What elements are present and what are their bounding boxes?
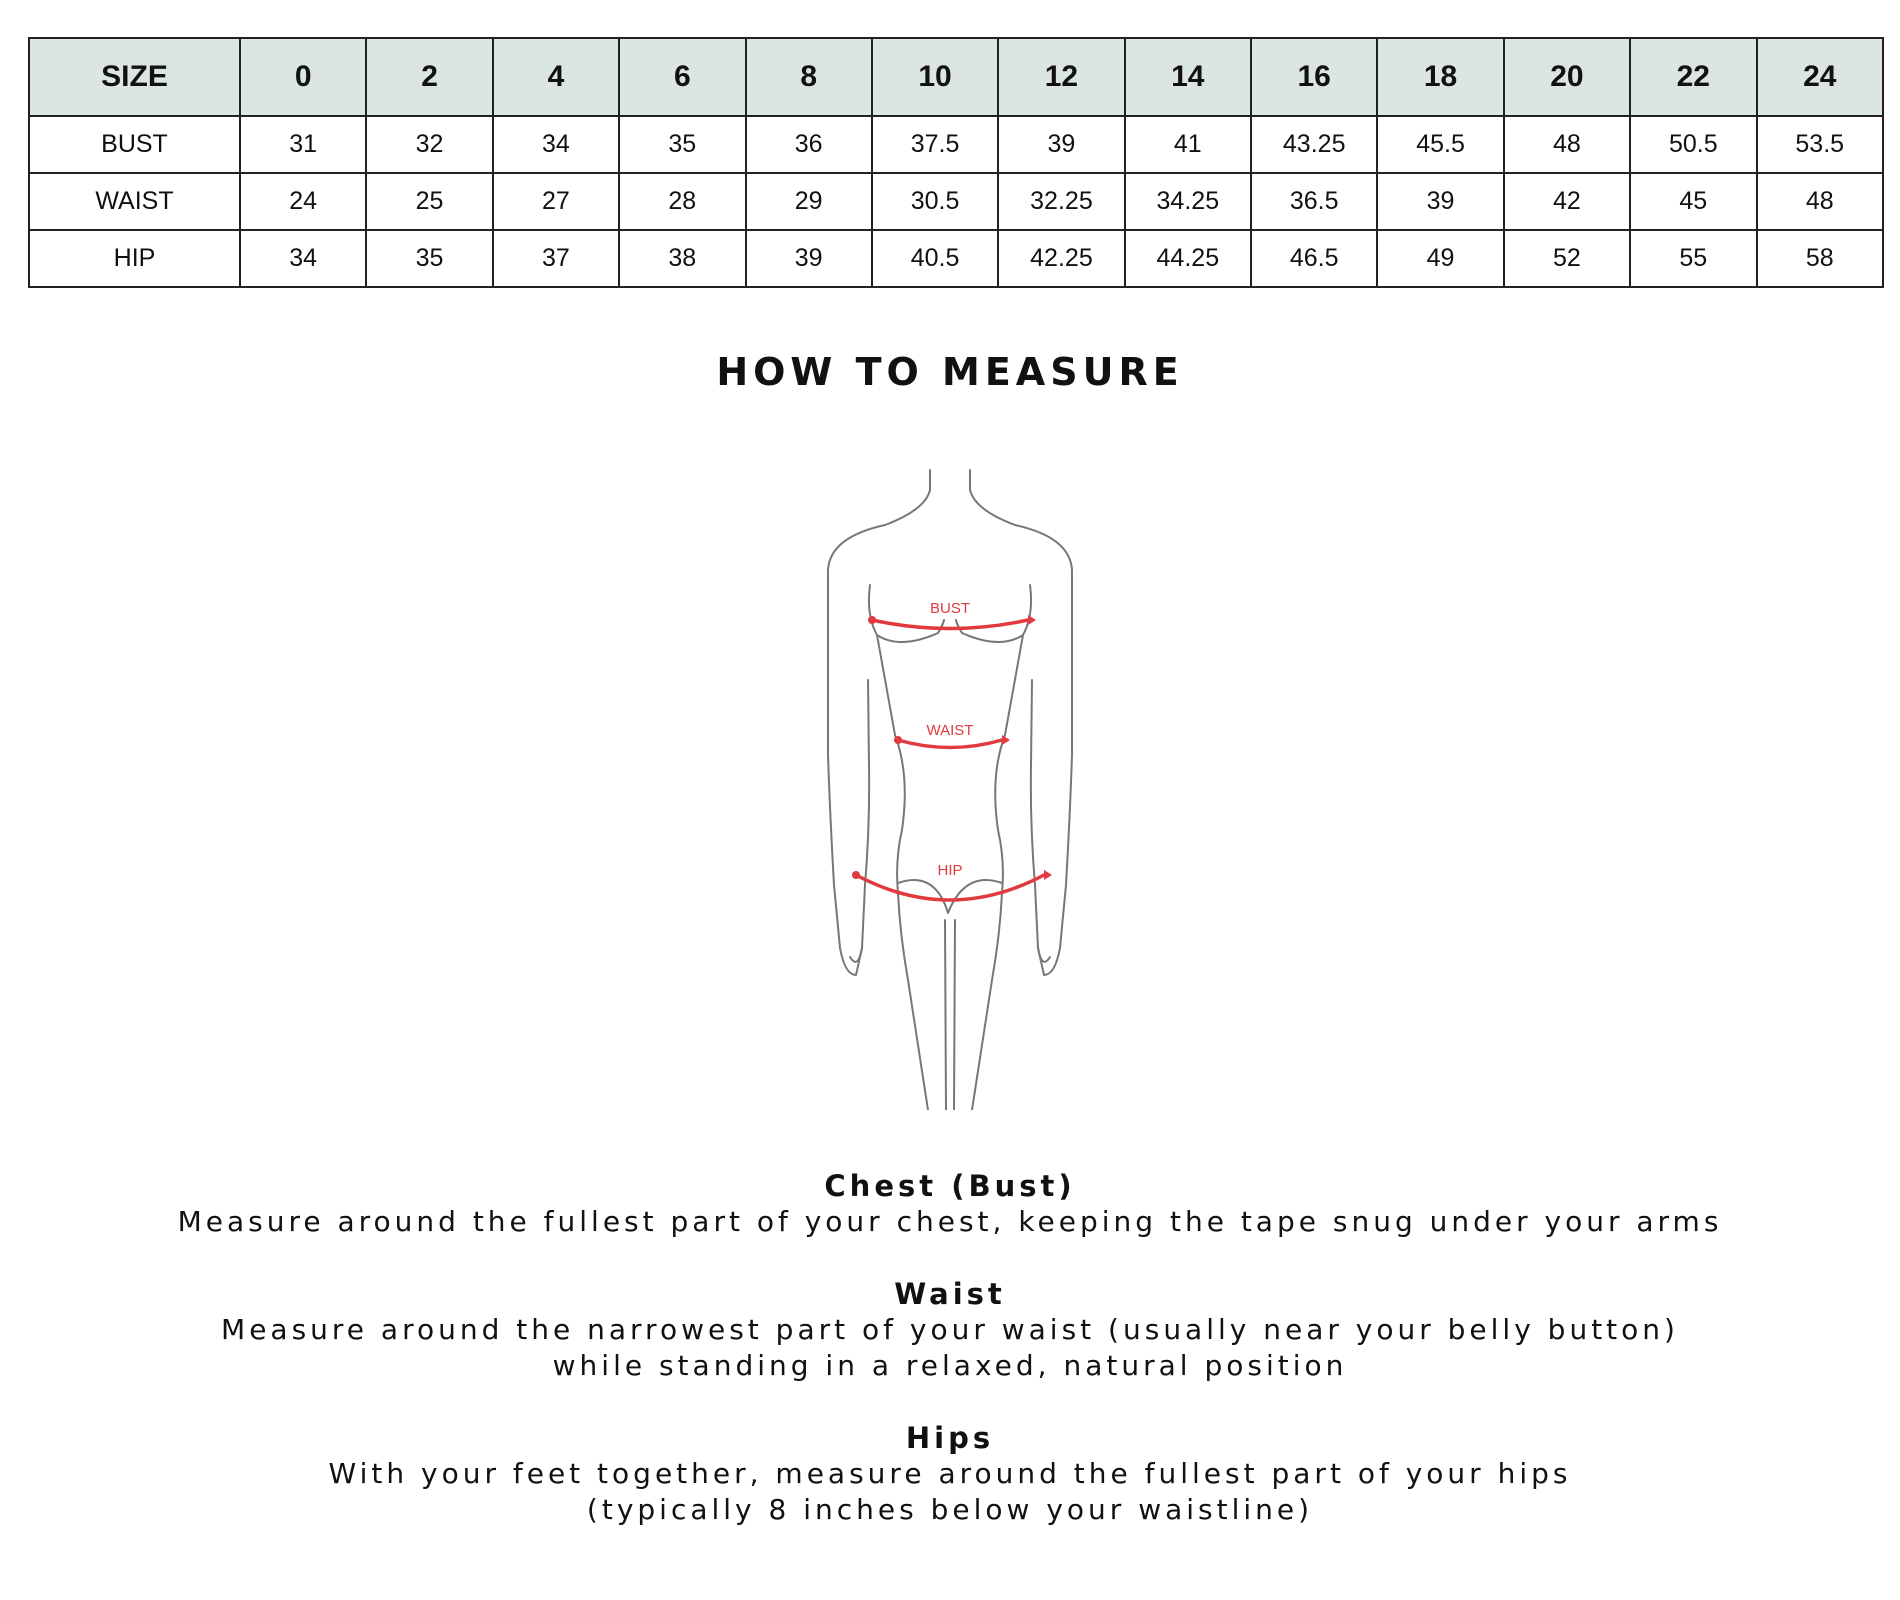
table-cell: 36.5 <box>1251 173 1377 230</box>
hip-label: HIP <box>937 862 963 879</box>
table-cell: 44.25 <box>1125 230 1251 287</box>
size-header-cell: 22 <box>1630 38 1756 116</box>
table-cell: 49 <box>1377 230 1503 287</box>
table-cell: 39 <box>998 116 1124 173</box>
size-header-cell: 12 <box>998 38 1124 116</box>
table-cell: 29 <box>746 173 872 230</box>
table-cell: 43.25 <box>1251 116 1377 173</box>
size-chart-table <box>28 37 1884 288</box>
instruction-heading: Chest (Bust) <box>824 1169 1076 1203</box>
instruction-heading: Hips <box>905 1421 995 1455</box>
size-header-cell: 18 <box>1377 38 1503 116</box>
body-figure-illustration <box>800 465 1100 1110</box>
table-cell: 28 <box>619 173 745 230</box>
waist-label: WAIST <box>926 722 974 739</box>
size-header-row <box>29 38 1883 116</box>
bust-measure-line <box>872 620 1028 629</box>
instruction-text: Measure around the narrowest part of your waist (usually near your belly button) <box>221 1313 1679 1346</box>
size-header-cell: 6 <box>619 38 745 116</box>
size-header-cell: 20 <box>1504 38 1630 116</box>
row-label-waist: WAIST <box>29 173 240 230</box>
measurement-lines <box>856 620 1044 900</box>
table-cell: 48 <box>1757 173 1884 230</box>
table-cell: 35 <box>619 116 745 173</box>
size-header-cell: 0 <box>240 38 366 116</box>
table-cell: 45 <box>1630 173 1756 230</box>
table-row-hip <box>29 230 1883 287</box>
table-cell: 24 <box>240 173 366 230</box>
table-cell: 38 <box>619 230 745 287</box>
size-header-cell: 24 <box>1757 38 1884 116</box>
instruction-waist <box>0 1276 1900 1384</box>
how-to-measure-title: HOW TO MEASURE <box>716 350 1184 394</box>
instruction-text: (typically 8 inches below your waistline) <box>586 1493 1314 1526</box>
table-cell: 27 <box>493 173 619 230</box>
table-cell: 32.25 <box>998 173 1124 230</box>
table-cell: 36 <box>746 116 872 173</box>
table-cell: 37.5 <box>872 116 998 173</box>
size-header-cell: 8 <box>746 38 872 116</box>
table-cell: 46.5 <box>1251 230 1377 287</box>
table-cell: 58 <box>1757 230 1884 287</box>
table-row-bust <box>29 116 1883 173</box>
instruction-text: Measure around the fullest part of your chest, keeping the tape snug under your arms <box>177 1205 1723 1238</box>
bust-label: BUST <box>929 600 971 617</box>
measurement-instructions <box>0 1168 1900 1564</box>
table-cell: 30.5 <box>872 173 998 230</box>
table-cell: 42.25 <box>998 230 1124 287</box>
table-cell: 45.5 <box>1377 116 1503 173</box>
size-header-cell: 14 <box>1125 38 1251 116</box>
table-cell: 32 <box>366 116 492 173</box>
table-cell: 53.5 <box>1757 116 1884 173</box>
table-cell: 34 <box>493 116 619 173</box>
table-cell: 52 <box>1504 230 1630 287</box>
table-cell: 31 <box>240 116 366 173</box>
table-cell: 42 <box>1504 173 1630 230</box>
row-label-hip: HIP <box>29 230 240 287</box>
instruction-hips <box>0 1420 1900 1528</box>
table-cell: 34 <box>240 230 366 287</box>
table-cell: 40.5 <box>872 230 998 287</box>
waist-measure-line <box>898 740 1002 748</box>
table-cell: 25 <box>366 173 492 230</box>
table-cell: 39 <box>1377 173 1503 230</box>
body-measurement-figure <box>800 465 1100 1110</box>
table-cell: 50.5 <box>1630 116 1756 173</box>
table-cell: 55 <box>1630 230 1756 287</box>
size-header-cell: 4 <box>493 38 619 116</box>
table-cell: 39 <box>746 230 872 287</box>
instruction-text: while standing in a relaxed, natural position <box>552 1349 1348 1382</box>
size-header-cell: 2 <box>366 38 492 116</box>
row-label-bust: BUST <box>29 116 240 173</box>
instruction-heading: Waist <box>894 1277 1006 1311</box>
table-row-waist <box>29 173 1883 230</box>
table-cell: 35 <box>366 230 492 287</box>
body-outline <box>828 470 1072 1110</box>
size-header-cell: 16 <box>1251 38 1377 116</box>
table-cell: 41 <box>1125 116 1251 173</box>
size-header-label: SIZE <box>29 38 240 116</box>
table-cell: 48 <box>1504 116 1630 173</box>
table-cell: 34.25 <box>1125 173 1251 230</box>
table-cell: 37 <box>493 230 619 287</box>
size-header-cell: 10 <box>872 38 998 116</box>
instruction-text: With your feet together, measure around the fullest part of your hips <box>328 1457 1572 1490</box>
instruction-chest <box>0 1168 1900 1240</box>
